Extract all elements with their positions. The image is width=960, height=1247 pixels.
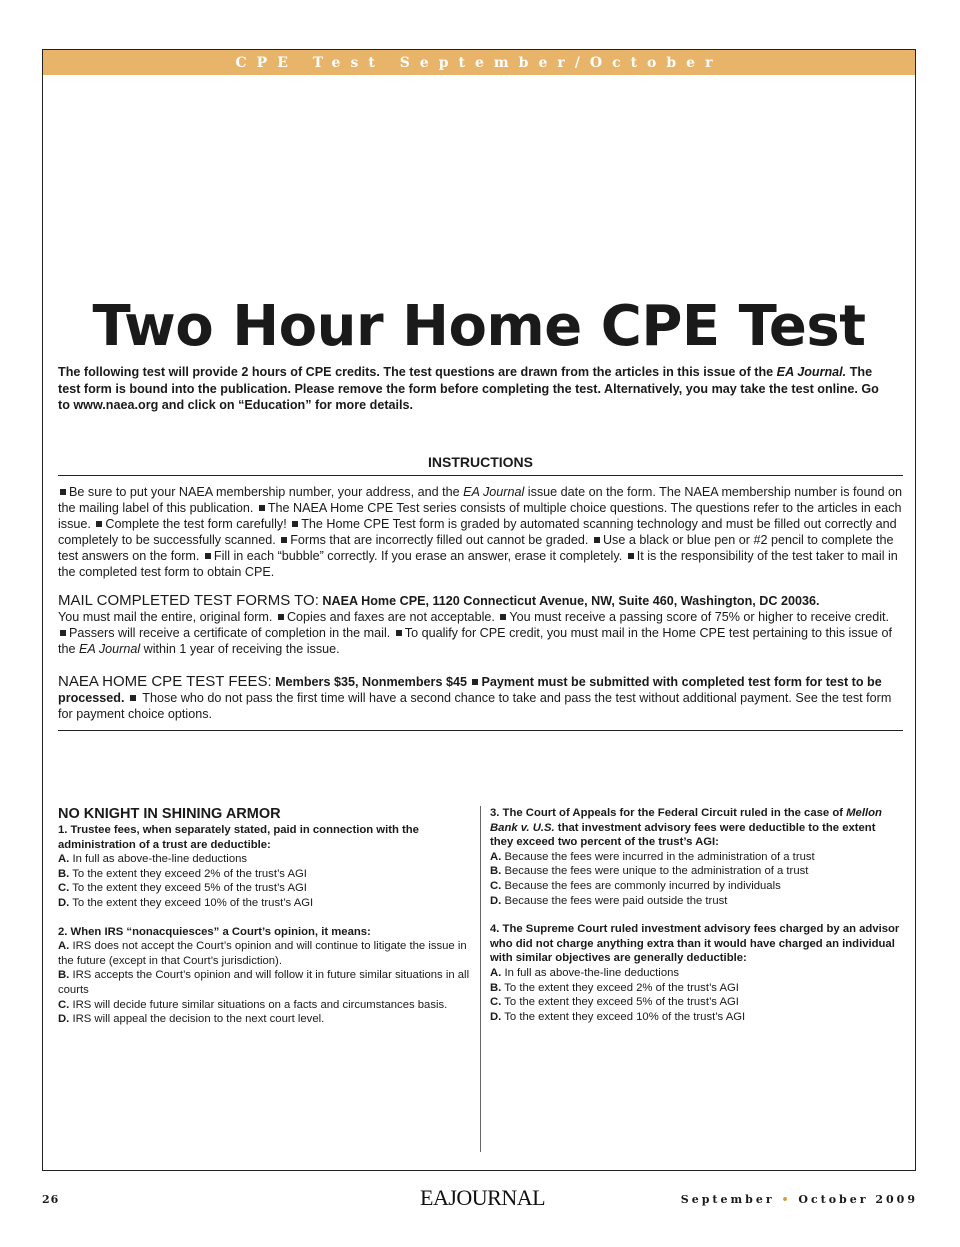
answer-option	[58, 852, 478, 867]
answer-option	[490, 879, 900, 894]
mail-s5b: within 1 year of receiving the issue.	[140, 642, 340, 656]
answer-option	[58, 998, 478, 1013]
option-text: Because the fees were incurred in the administration of a trust	[501, 850, 815, 863]
instr-s1b: issue date on the form. The NAEA membership number is found on the mailing label of this publication.	[58, 485, 903, 515]
option-letter: D.	[490, 894, 502, 907]
page-number: 26	[42, 1193, 60, 1206]
page-frame	[42, 49, 916, 1171]
option-letter: D.	[490, 1010, 502, 1023]
instr-journal: EA Journal	[463, 485, 525, 499]
answer-option	[490, 1010, 900, 1025]
option-text: Because the fees were paid outside the trust	[501, 894, 728, 907]
option-letter: C.	[58, 882, 70, 895]
bullet-square-icon	[130, 695, 136, 701]
question-text-b: that investment advisory fees were deductible to the extent they exceed two percent of the trust’s AGI:	[490, 821, 876, 849]
option-text: In full as above-the-line deductions	[501, 966, 680, 979]
answer-option	[490, 894, 900, 909]
answer-option	[490, 864, 900, 879]
option-text: IRS does not accept the Court’s opinion and will continue to litigate the issue in the future (except in that Court’s jurisdiction).	[58, 940, 467, 967]
intro-text-a: The following test will provide 2 hours of CPE credits. The test questions are drawn from the articles in this issue of the	[58, 365, 777, 379]
fees-paragraph	[58, 674, 903, 722]
bullet-square-icon	[60, 489, 66, 495]
instr-s6: Use a black or blue pen or #2 pencil to complete the test answers on the form.	[58, 533, 894, 563]
instructions-paragraph	[58, 484, 903, 580]
answer-option	[490, 995, 900, 1010]
fees-s2: Those who do not pass the first time will have a second chance to take and pass the test without additional payment. See the test form for payment choice options.	[58, 691, 892, 721]
option-text: To the extent they exceed 5% of the trust’s AGI	[501, 996, 739, 1009]
bullet-square-icon	[60, 630, 66, 636]
question-text: 1. Trustee fees, when separately stated, paid in connection with the administration of a trust are deductible:	[58, 824, 419, 851]
mail-address: NAEA Home CPE, 1120 Connecticut Avenue, NW, Suite 460, Washington, DC 20036.	[322, 594, 820, 608]
option-letter: B.	[58, 969, 70, 982]
question-text	[490, 806, 900, 850]
option-letter: A.	[490, 850, 502, 863]
divider-bottom	[58, 730, 903, 731]
answer-option	[58, 939, 478, 968]
option-text: To the extent they exceed 2% of the trust’s AGI	[69, 867, 307, 880]
fees-amounts: Members $35, Nonmembers $45	[275, 675, 467, 689]
question-text: 4. The Supreme Court ruled investment advisory fees charged by an advisor who did not charge anything extra than it would have charged an individual with similar objectives are generally deductible:	[490, 923, 900, 965]
instructions-heading: INSTRUCTIONS	[428, 454, 533, 470]
intro-text-b: The test form is bound into the publication. Please remove the form before completing the test. Alternatively, you may take the test online. Go to www.naea.org and click on “Education” for more details.	[58, 365, 879, 412]
option-text: To the extent they exceed 2% of the trust’s AGI	[501, 981, 739, 994]
bullet-square-icon	[281, 537, 287, 543]
mail-s2: Copies and faxes are not acceptable.	[286, 610, 495, 624]
option-text: In full as above-the-line deductions	[69, 853, 248, 866]
instr-s4: The Home CPE Test form is graded by automated scanning technology and must be filled out correctly and completely to be successfully scanned.	[58, 517, 897, 547]
instr-s3: Complete the test form carefully!	[105, 517, 287, 531]
section-banner: CPE Test September/October	[43, 50, 915, 75]
intro-journal: EA Journal.	[776, 365, 847, 379]
article-title: NO KNIGHT IN SHINING ARMOR	[58, 806, 281, 822]
instr-s5: Forms that are incorrectly filled out cannot be graded.	[290, 533, 589, 547]
option-letter: A.	[58, 940, 70, 953]
answer-option	[58, 968, 478, 997]
bullet-square-icon	[292, 521, 298, 527]
question-text-a: 3. The Court of Appeals for the Federal Circuit ruled in the case of	[490, 807, 847, 819]
journal-logo: EAJOURNAL	[420, 1185, 546, 1210]
mail-label: MAIL COMPLETED TEST FORMS TO:	[58, 592, 319, 609]
mail-s4: Passers will receive a certificate of completion in the mail.	[69, 626, 391, 640]
bullet-square-icon	[396, 630, 402, 636]
option-text: Because the fees are commonly incurred by individuals	[501, 879, 781, 892]
bullet-square-icon	[628, 553, 634, 559]
bullet-square-icon	[278, 614, 284, 620]
question-text: 2. When IRS “nonacquiesces” a Court’s opinion, it means:	[58, 925, 371, 938]
date-separator: •	[781, 1193, 792, 1206]
option-letter: B.	[490, 981, 502, 994]
answer-option	[490, 966, 900, 981]
instr-s2: The NAEA Home CPE Test series consists of multiple choice questions. The questions refer to the articles in each issue.	[58, 501, 902, 531]
bullet-square-icon	[259, 505, 265, 511]
mail-journal: EA Journal	[79, 642, 141, 656]
option-text: To the extent they exceed 5% of the trust’s AGI	[69, 882, 307, 895]
option-letter: D.	[58, 896, 70, 909]
bullet-square-icon	[96, 521, 102, 527]
bullet-square-icon	[500, 614, 506, 620]
option-letter: D.	[58, 1013, 70, 1026]
instr-s7: Fill in each “bubble” correctly. If you erase an answer, erase it completely.	[213, 549, 623, 563]
mail-paragraph	[58, 593, 903, 657]
question-2	[58, 925, 478, 1027]
question-4	[490, 922, 900, 1024]
fees-label: NAEA HOME CPE TEST FEES:	[58, 673, 272, 690]
answer-option	[490, 981, 900, 996]
case-name: Mellon Bank v. U.S.	[490, 807, 882, 834]
option-text: IRS accepts the Court’s opinion and will follow it in future similar situations in all courts	[58, 969, 470, 996]
answer-option	[490, 850, 900, 865]
option-text: To the extent they exceed 10% of the trust’s AGI	[69, 896, 314, 909]
bullet-square-icon	[472, 679, 478, 685]
bullet-square-icon	[594, 537, 600, 543]
question-1	[58, 823, 478, 911]
bullet-square-icon	[205, 553, 211, 559]
answer-option	[58, 1012, 478, 1027]
question-3	[490, 806, 900, 908]
page-title: Two Hour Home CPE Test	[92, 294, 866, 359]
option-letter: A.	[58, 853, 70, 866]
instr-s1a: Be sure to put your NAEA membership number, your address, and the	[69, 485, 464, 499]
option-text: To the extent they exceed 10% of the trust’s AGI	[501, 1010, 746, 1023]
questions-left-column	[58, 806, 478, 1041]
option-letter: B.	[58, 867, 70, 880]
answer-option	[58, 896, 478, 911]
option-letter: C.	[58, 998, 70, 1011]
mail-s1: You must mail the entire, original form.	[58, 610, 273, 624]
answer-option	[58, 881, 478, 896]
mail-s3: You must receive a passing score of 75% or higher to receive credit.	[509, 610, 890, 624]
option-text: Because the fees were unique to the administration of a trust	[501, 865, 809, 878]
issue-month-a: September	[680, 1193, 775, 1206]
intro-paragraph	[58, 364, 888, 414]
answer-option	[58, 867, 478, 882]
divider-top	[58, 475, 903, 476]
option-letter: C.	[490, 996, 502, 1009]
option-letter: B.	[490, 865, 502, 878]
mail-s5a: To qualify for CPE credit, you must mail in the Home CPE test pertaining to this issue of the	[58, 626, 892, 656]
instr-s8: It is the responsibility of the test taker to mail in the completed test form to obtain CPE.	[58, 549, 898, 579]
column-divider	[480, 806, 481, 1152]
option-text: IRS will decide future similar situations on a facts and circumstances basis.	[69, 998, 448, 1011]
fees-s1: Payment must be submitted with completed test form for test to be processed.	[58, 675, 882, 705]
option-text: IRS will appeal the decision to the next court level.	[69, 1013, 325, 1026]
option-letter: A.	[490, 966, 502, 979]
issue-date	[681, 1193, 918, 1206]
option-letter: C.	[490, 879, 502, 892]
questions-right-column	[490, 806, 900, 1038]
issue-month-b: October 2009	[798, 1193, 918, 1206]
